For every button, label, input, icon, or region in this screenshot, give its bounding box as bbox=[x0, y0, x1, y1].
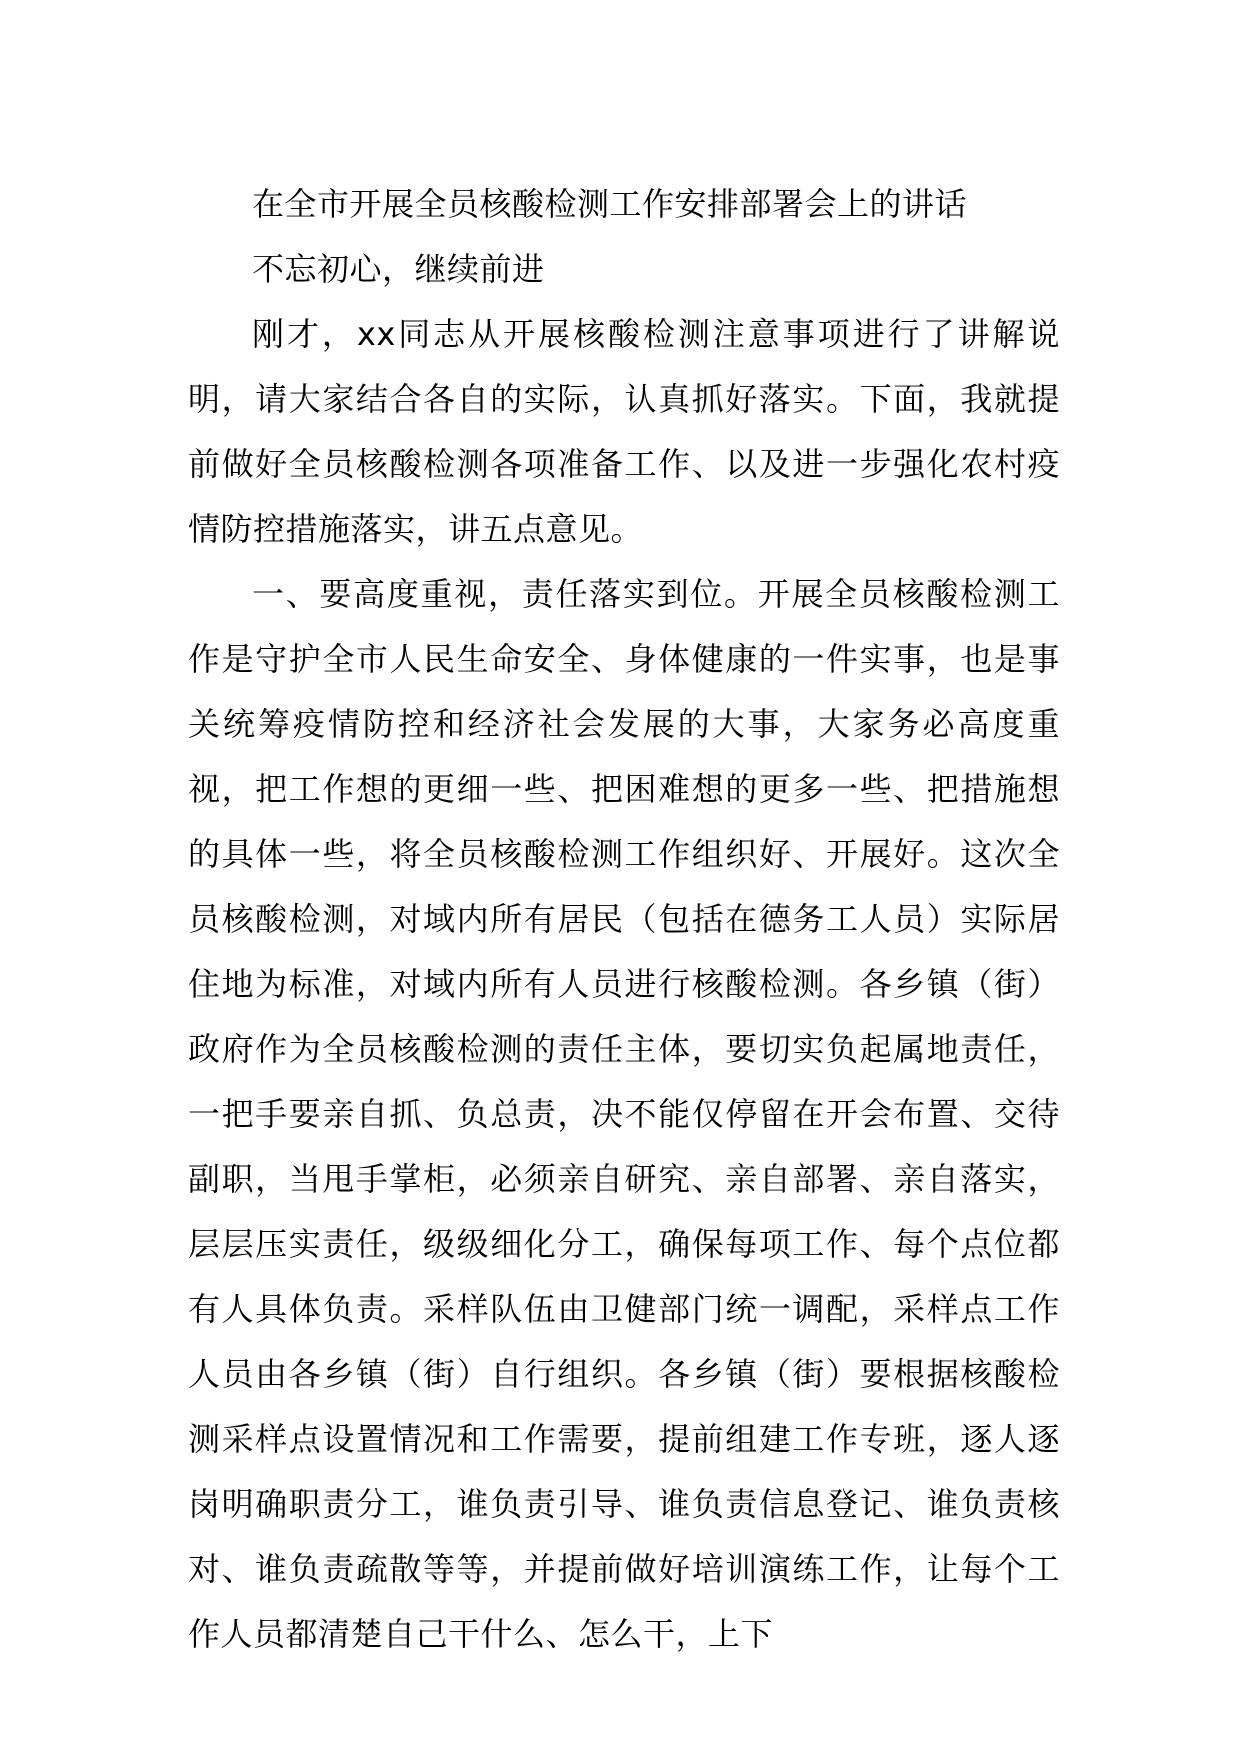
document-title: 在全市开展全员核酸检测工作安排部署会上的讲话 bbox=[252, 185, 968, 223]
paragraph-point-one: 一、要高度重视，责任落实到位。开展全员核酸检测工作是守护全市人民生命安全、身体健康的一件实事，也是事关统筹疫情防控和经济社会发展的大事，大家务必高度重视，把工作想的更细一些、把困难想的更多一些、把措施想的具体一些，将全员核酸检测工作组织好、开展好。这次全员核酸检测，对域内所有居民（包括在德务工人员）实际居住地为标准，对域内所有人员进行核酸检测。各乡镇（街）政府作为全员核酸检测的责任主体，要切实负起属地责任，一把手要亲自抓、负总责，决不能仅停留在开会布置、交待副职，当甩手掌柜，必须亲自研究、亲自部署、亲自落实，层层压实责任，级级细化分工，确保每项工作、每个点位都有人具体负责。采样队伍由卫健部门统一调配，采样点工作人员由各乡镇（街）自行组织。各乡镇（街）要根据核酸检测采样点设置情况和工作需要，提前组建工作专班，逐人逐岗明确职责分工，谁负责引导、谁负责信息登记、谁负责核对、谁负责疏散等等，并提前做好培训演练工作，让每个工作人员都清楚自己干什么、怎么干，上下 bbox=[188, 575, 1060, 1653]
document-subtitle: 不忘初心，继续前进 bbox=[252, 250, 545, 288]
document-body bbox=[188, 172, 1060, 1667]
paragraph-intro: 刚才，xx同志从开展核酸检测注意事项进行了讲解说明，请大家结合各自的实际，认真抓好落实。下面，我就提前做好全员核酸检测各项准备工作、以及进一步强化农村疫情防控措施落实，讲五点意见。 bbox=[188, 315, 1060, 548]
